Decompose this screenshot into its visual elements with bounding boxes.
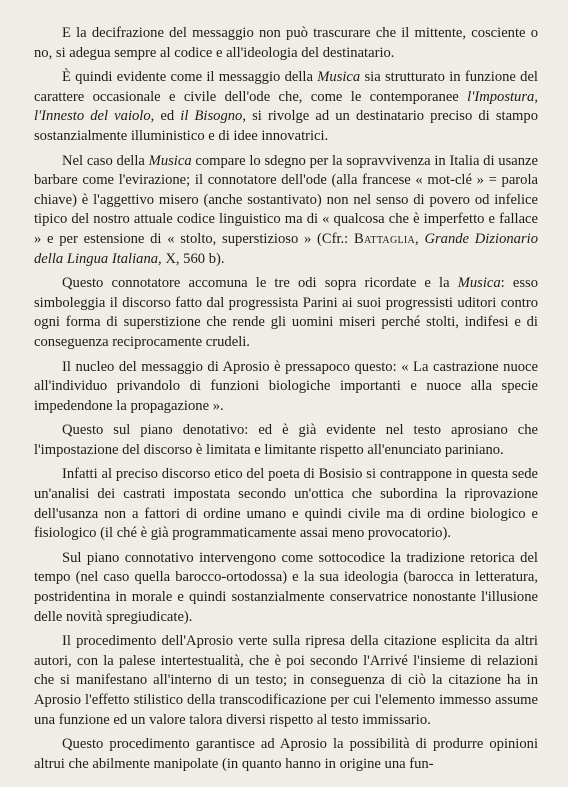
italic-text: l'Innesto del vaiolo (34, 108, 151, 125)
text-run: Sul piano connotativo intervengono come sottocodice la tradizione retorica del tempo (nel caso quella barocco-ortodossa) e la sua ideologia (barocca in letteratura, postridentina in morale e quindi sostanzialmente conservatrice nonostante l'illusione delle novità spregiudicate). (34, 549, 538, 625)
paragraph (34, 632, 538, 730)
text-run: Questo connotatore accomuna le tre odi sopra ricordate e la (62, 275, 458, 292)
text-run: : esso simboleggia il discorso fatto dal progressista Parini ai suoi progressisti uditori contro ogni forma di superstizione che rende gli uomini miseri perché stolti, indifesi e di conseguenza reciprocamente crudeli. (34, 275, 538, 350)
paragraph (34, 549, 538, 627)
text-run: , ed (150, 108, 181, 125)
paragraph (34, 24, 538, 63)
text-run: Questo sul piano denotativo: ed è già evidente nel testo aprosiano che l'impostazione del discorso è limitata e limitante rispetto all'enunciato pariniano. (34, 422, 538, 458)
text-run: E la decifrazione del messaggio non può trascurare che il mittente, cosciente o no, si adegua sempre al codice e all'ideologia del destinatario. (34, 25, 538, 61)
paragraph (34, 421, 538, 460)
text-run: Il procedimento dell'Aprosio verte sulla ripresa della citazione esplicita da altri autori, con la palese intertestualità, che è poi secondo l'Arrivé l'insieme di relazioni che si manifestano all'interno di un testo; in conseguenza di ciò la citazione ha in Aprosio l'effetto stilistico della transcodificazione per cui l'elemento immesso assume una funzione ed un valore talora diversi rispetto al testo immissario. (34, 633, 538, 728)
paragraph (34, 274, 538, 352)
text-run: È quindi evidente come il messaggio della (62, 69, 318, 86)
paragraph (34, 465, 538, 543)
italic-text: Musica (148, 152, 192, 169)
text-run: , (415, 230, 425, 247)
body-text (34, 24, 538, 774)
text-run: Il nucleo del messaggio di Aprosio è pressapoco questo: « La castrazione nuoce all'individuo privandolo di funzioni biologiche importanti e nuoce alla specie impedendone la propagazione ». (34, 358, 538, 414)
paragraph (34, 68, 538, 146)
italic-text: l'Impostura (467, 88, 535, 105)
italic-text: il Bisogno (180, 108, 243, 125)
text-run: Nel caso della (62, 152, 149, 169)
text-run: Questo procedimento garantisce ad Aprosio la possibilità di produrre opinioni altrui che abilmente manipolate (in quanto hanno in origine una fun- (34, 736, 538, 772)
italic-text: Musica (457, 275, 501, 292)
text-run: compare lo sdegno per la sopravvivenza in Italia di usanze barbare come l'evirazione; il connotatore dell'ode (alla francese « mot-clé » = parola chiave) è l'aggettivo misero (anche sostantivato) non nel senso di povero od infelice tipico del nostro attuale codice linguistico ma di « qualcosa che è imperfetto e fallace » e per estensione di « stolto, superstizioso » (Cfr.: (34, 152, 538, 247)
paragraph (34, 152, 538, 270)
paragraph (34, 735, 538, 774)
small-caps-text: Battaglia (353, 230, 416, 247)
italic-text: Musica (317, 69, 361, 86)
text-run: , (534, 88, 538, 105)
paragraph (34, 358, 538, 417)
text-run: sia strutturato in funzione del carattere occasionale e civile dell'ode che, come le contemporanee (34, 69, 538, 105)
text-run: , si rivolge ad un destinatario preciso di stampo sostanzialmente illuministico e di idee innovatrici. (34, 108, 538, 144)
text-run: , X, 560 b). (158, 250, 225, 267)
italic-text: Grande Dizionario della Lingua Italiana (34, 230, 539, 267)
text-run: Infatti al preciso discorso etico del poeta di Bosisio si contrappone in questa sede un'analisi dei castrati impostata secondo un'ottica che subordina la riprovazione dell'usanza non a fattori di ordine umano e quindi civile ma di ordine biologico e fisiologico (il ché è già programmaticamente assai meno provocatorio). (34, 466, 538, 542)
